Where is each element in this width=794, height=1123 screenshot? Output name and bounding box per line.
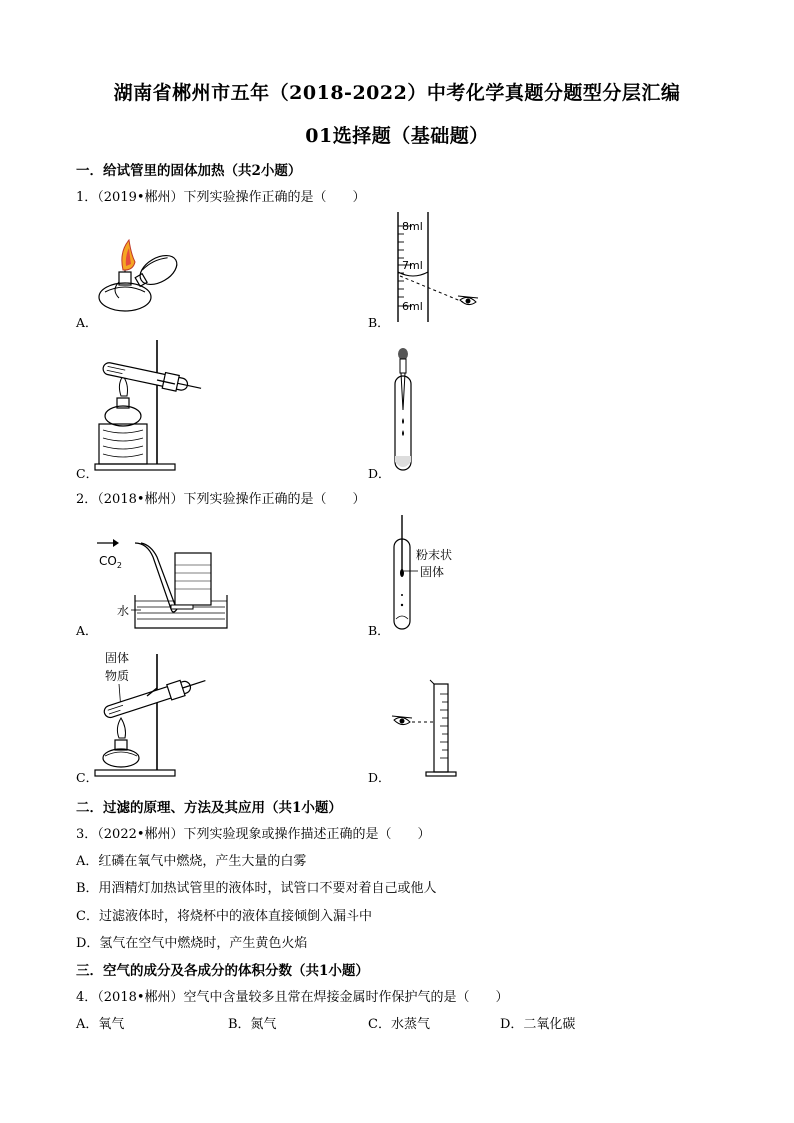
q2-c-label-line2: 物质: [105, 669, 130, 683]
q1-b-mark-8: 8ml: [402, 220, 423, 233]
question-3-stem: 3．（2022•郴州）下列实验现象或操作描述正确的是（ ）: [76, 827, 431, 842]
q2-b-label-line1: 粉末状: [416, 548, 453, 562]
section-heading-2: 二．过滤的原理、方法及其应用（共1小题）: [76, 800, 342, 816]
question-1-stem: 1．（2019•郴州）下列实验操作正确的是（ ）: [76, 190, 366, 205]
q1-option-c-label: C．: [76, 466, 99, 481]
q3-option-d: D．氢气在空气中燃烧时，产生黄色火焰: [76, 936, 308, 951]
q2-a-gas-label: $CO_2$: [99, 554, 122, 570]
q2-a-figure: [95, 535, 230, 635]
section-heading-1: 一．给试管里的固体加热（共2小题）: [76, 163, 302, 179]
eye-icon: [458, 296, 478, 305]
page-title: 湖南省郴州市五年（2018-2022）中考化学真题分题型分层汇编: [113, 82, 681, 104]
q2-d-figure: [390, 680, 470, 778]
q2-b-label-line2: 固体: [420, 565, 445, 579]
q1-option-b-label: B．: [368, 315, 390, 330]
eye-icon: [392, 716, 412, 725]
q1-option-d-label: D．: [368, 466, 391, 481]
q2-option-c-label: C．: [76, 770, 99, 785]
q4-option-a: A．氧气: [76, 1017, 125, 1032]
q4-option-d: D．二氧化碳: [500, 1017, 576, 1032]
question-4-stem: 4．（2018•郴州）空气中含量较多且常在焊接金属时作保护气的是（ ）: [76, 990, 509, 1005]
q2-option-b-label: B．: [368, 623, 390, 638]
q3-option-a: A．红磷在氧气中燃烧，产生大量的白雾: [76, 854, 307, 869]
page-subtitle: 01选择题（基础题）: [305, 125, 489, 147]
section-heading-3: 三．空气的成分及各成分的体积分数（共1小题）: [76, 963, 369, 979]
q3-option-c: C．过滤液体时，将烧杯中的液体直接倾倒入漏斗中: [76, 909, 372, 924]
q2-option-a-label: A．: [76, 623, 98, 638]
question-2-stem: 2．（2018•郴州）下列实验操作正确的是（ ）: [76, 492, 366, 507]
q2-b-figure: [390, 515, 460, 633]
q1-c-figure: [95, 340, 215, 472]
q1-option-a-label: A．: [76, 315, 98, 330]
q2-c-label-line1: 固体: [105, 651, 130, 665]
q1-b-mark-6: 6ml: [402, 300, 423, 313]
q4-option-c: C．水蒸气: [368, 1017, 430, 1032]
q1-d-figure: [390, 348, 420, 474]
q2-a-water-label: 水: [117, 604, 130, 618]
q1-a-figure: [95, 232, 190, 317]
q3-option-b: B．用酒精灯加热试管里的液体时，试管口不要对着自己或他人: [76, 881, 437, 896]
q2-option-d-label: D．: [368, 770, 391, 785]
q1-b-mark-7: 7ml: [402, 259, 423, 272]
q1-b-figure: [388, 212, 498, 324]
q2-c-figure: [95, 648, 220, 778]
q4-option-b: B．氮气: [228, 1017, 277, 1032]
